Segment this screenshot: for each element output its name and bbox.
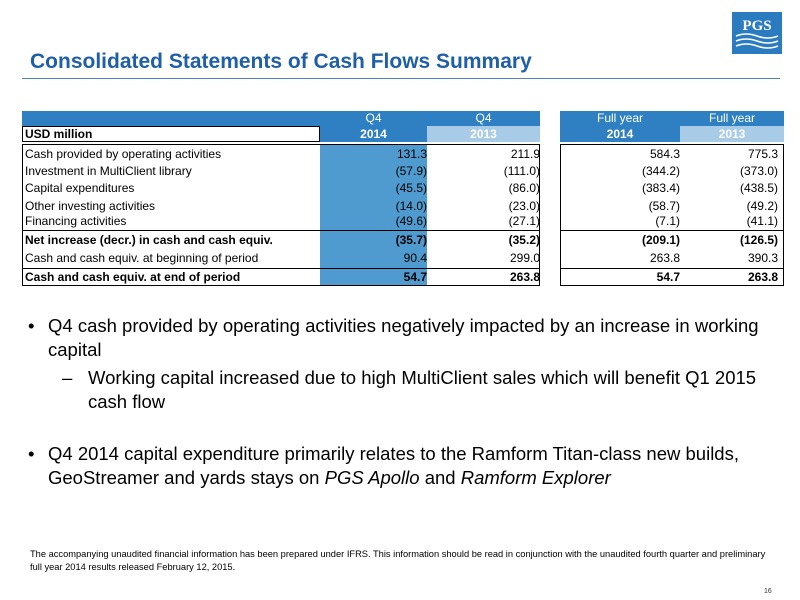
row-separator <box>22 230 540 231</box>
header-period: Full year <box>596 111 643 125</box>
header-year: 2014 <box>606 127 634 141</box>
row-separator <box>22 268 540 269</box>
value-cell: (438.5) <box>739 181 778 195</box>
bullet-text <box>48 442 768 490</box>
value-cell: (49.6) <box>395 214 427 228</box>
row-label: Other investing activities <box>25 199 156 213</box>
value-cell: (41.1) <box>746 214 778 228</box>
value-cell: (45.5) <box>395 181 427 195</box>
table-row <box>22 164 784 179</box>
header-year: 2014 <box>360 127 387 141</box>
vessel-name: PGS Apollo <box>324 467 420 488</box>
sub-bullet-marker: – <box>62 367 73 388</box>
bullet-marker: • <box>28 315 35 336</box>
header-period: Full year <box>708 111 755 125</box>
header-year: 2013 <box>470 127 497 141</box>
bullet-text-part: and <box>419 467 461 488</box>
value-cell: (126.5) <box>739 233 778 247</box>
vessel-name: Ramform Explorer <box>460 467 611 488</box>
value-cell: 299.0 <box>509 251 540 265</box>
value-cell: (35.2) <box>508 233 540 247</box>
value-cell: (209.1) <box>641 233 680 247</box>
row-separator <box>560 268 784 269</box>
value-cell: (49.2) <box>746 199 778 213</box>
value-cell: (58.7) <box>648 199 680 213</box>
logo-text: PGS <box>742 18 772 34</box>
page-title: Consolidated Statements of Cash Flows Summary <box>30 50 532 73</box>
value-cell: (35.7) <box>395 233 427 247</box>
footnote: The accompanying unaudited financial information has been prepared under IFRS. This information should be read in conjunction with the unaudited fourth quarter and preliminary full year 2014 results released February 12, 2015. <box>30 549 766 572</box>
bullet-text: Q4 cash provided by operating activities negatively impacted by an increase in working capital <box>48 315 759 360</box>
row-label: Financing activities <box>25 214 127 228</box>
sub-bullet-text: Working capital increased due to high MultiClient sales which will benefit Q1 2015 cash flow <box>88 367 757 412</box>
row-label: Cash and cash equiv. at beginning of period <box>25 251 259 265</box>
value-cell: 90.4 <box>403 251 427 265</box>
table-row <box>22 147 784 162</box>
value-cell: (373.0) <box>739 164 778 178</box>
row-label: Cash and cash equiv. at end of period <box>25 270 241 284</box>
value-cell: (7.1) <box>655 214 680 228</box>
value-cell: 390.3 <box>747 251 778 265</box>
row-separator <box>560 230 784 231</box>
page-number: 16 <box>764 588 772 595</box>
value-cell: 131.3 <box>396 147 427 161</box>
header-year-row <box>22 127 784 142</box>
value-cell: (23.0) <box>508 199 540 213</box>
value-cell: (14.0) <box>395 199 427 213</box>
value-cell: (27.1) <box>508 214 540 228</box>
value-cell: 584.3 <box>649 147 680 161</box>
table-row-total <box>22 270 784 285</box>
value-cell: 775.3 <box>747 147 778 161</box>
unit-label: USD million <box>25 127 93 141</box>
value-cell: 263.8 <box>649 251 680 265</box>
value-cell: 263.8 <box>509 270 540 284</box>
header-period: Q4 <box>365 111 382 125</box>
value-cell: (57.9) <box>395 164 427 178</box>
table-row <box>22 214 784 229</box>
header-year: 2013 <box>718 127 746 141</box>
title-divider <box>22 78 780 79</box>
value-cell: (86.0) <box>508 181 540 195</box>
value-cell: 211.9 <box>510 147 540 161</box>
table-row <box>22 199 784 214</box>
pgs-logo <box>732 12 782 54</box>
table-row <box>22 251 784 266</box>
value-cell: (111.0) <box>503 164 540 178</box>
row-label: Investment in MultiClient library <box>25 164 192 178</box>
value-cell: 263.8 <box>747 270 778 284</box>
bullet-marker: • <box>28 443 35 464</box>
table-row <box>22 181 784 196</box>
value-cell: (383.4) <box>641 181 680 195</box>
row-label: Capital expenditures <box>25 181 135 195</box>
value-cell: 54.7 <box>656 270 680 284</box>
bullet-text-part: Q4 2014 capital expenditure primarily relates to the Ramform Titan-class new builds, GeoStreamer and yards stays on <box>48 443 739 488</box>
value-cell: (344.2) <box>641 164 680 178</box>
header-period: Q4 <box>475 111 492 125</box>
table-row-total <box>22 233 784 248</box>
value-cell: 54.7 <box>403 270 427 284</box>
row-label: Cash provided by operating activities <box>25 147 222 161</box>
row-label: Net increase (decr.) in cash and cash equiv. <box>25 233 273 247</box>
header-period-row <box>22 111 784 126</box>
